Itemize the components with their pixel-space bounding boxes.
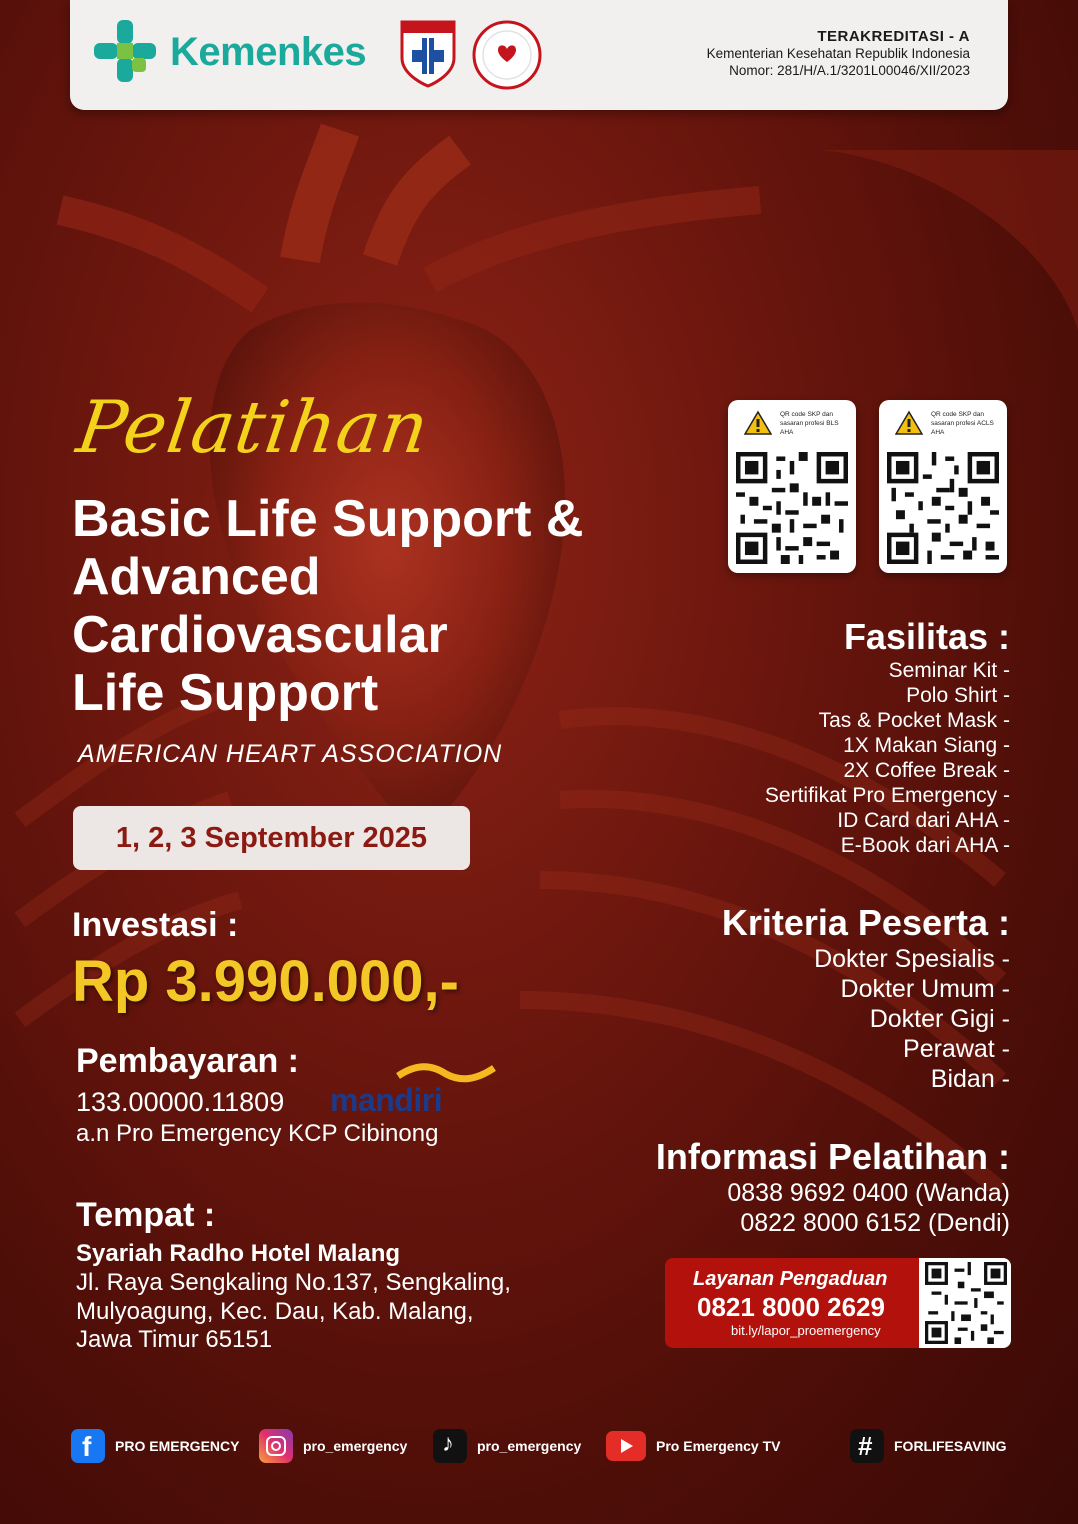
qr-caption: QR code SKP dan sasaran profesi ACLS AHA (931, 411, 994, 436)
facebook-handle: PRO EMERGENCY (115, 1438, 240, 1454)
facilities-heading: Fasilitas : (843, 616, 1010, 657)
course-title-line: Basic Life Support & (72, 490, 584, 548)
venue-label: Tempat : (76, 1196, 216, 1234)
hashtag-link[interactable] (850, 1428, 1007, 1464)
list-item: Sertifikat Pro Emergency - (764, 784, 1010, 807)
venue-address-line: Mulyoagung, Kec. Dau, Kab. Malang, (76, 1297, 474, 1325)
training-date: 1, 2, 3 September 2025 (115, 822, 428, 854)
course-title (72, 490, 672, 722)
payment-label: Pembayaran : (76, 1042, 299, 1080)
hashtag-text: FORLIFESAVING (894, 1438, 1007, 1454)
warning-icon (895, 410, 923, 436)
hashtag-icon: # (850, 1429, 884, 1463)
criteria-section (722, 902, 1010, 1094)
complaint-qr-wrapper (919, 1258, 1011, 1348)
list-item: Tas & Pocket Mask - (818, 709, 1010, 732)
accreditation-block (707, 28, 970, 79)
venue-hotel: Syariah Radho Hotel Malang (76, 1240, 401, 1267)
ministry-name: Kementerian Kesehatan Republik Indonesia (706, 46, 970, 61)
account-holder-name: a.n Pro Emergency KCP Cibinong (76, 1120, 439, 1147)
accreditation-number: Nomor: 281/H/A.1/3201L00046/XII/2023 (729, 63, 970, 78)
instagram-link[interactable] (259, 1428, 407, 1464)
complaint-title: Layanan Pengaduan (693, 1268, 888, 1290)
header-bar (70, 0, 1008, 110)
list-item: Dokter Gigi - (869, 1005, 1010, 1033)
list-item: Polo Shirt - (906, 684, 1010, 707)
list-item: 2X Coffee Break - (843, 759, 1010, 782)
pro-emergency-badge-icon (398, 18, 458, 88)
venue-address-line: Jl. Raya Sengkaling No.137, Sengkaling, (76, 1269, 511, 1296)
list-item: Bidan - (930, 1065, 1010, 1093)
kemenkes-logo-icon (92, 18, 158, 84)
instagram-icon (259, 1429, 293, 1463)
list-item: E-Book dari AHA - (840, 834, 1010, 857)
mandiri-wave-icon (396, 1062, 496, 1084)
qr-code-icon[interactable] (736, 452, 848, 564)
info-heading: Informasi Pelatihan : (655, 1136, 1010, 1177)
course-title-line: Advanced (72, 548, 321, 606)
venue-address-line: Jawa Timur 65151 (76, 1326, 273, 1353)
info-section (656, 1136, 1010, 1238)
tiktok-icon: ♪ (433, 1429, 467, 1463)
list-item: Dokter Umum - (840, 975, 1010, 1003)
facilities-section (765, 616, 1010, 858)
warning-icon (744, 410, 772, 436)
qr-card-bls[interactable] (728, 400, 856, 573)
accreditation-status: TERAKREDITASI - A (817, 28, 970, 45)
qr-caption: QR code SKP dan sasaran profesi BLS AHA (780, 411, 839, 436)
aha-training-center-badge-icon (472, 20, 542, 90)
tiktok-handle: pro_emergency (477, 1438, 582, 1454)
organization-subtitle: AMERICAN HEART ASSOCIATION (78, 740, 503, 768)
criteria-heading: Kriteria Peserta : (721, 902, 1010, 943)
kemenkes-brand-text: Kemenkes (170, 30, 367, 74)
social-footer (0, 1428, 1078, 1468)
complaint-phone[interactable]: 0821 8000 2629 (697, 1292, 885, 1322)
contact-list (656, 1178, 1010, 1238)
script-heading: Pelatihan (72, 385, 435, 469)
qr-card-acls[interactable] (879, 400, 1007, 573)
complaint-link[interactable]: bit.ly/lapor_proemergency (731, 1323, 881, 1338)
date-badge (73, 806, 470, 870)
qr-code-icon[interactable] (925, 1262, 1007, 1344)
youtube-handle: Pro Emergency TV (656, 1438, 781, 1454)
investment-price: Rp 3.990.000,- (72, 949, 459, 1014)
facebook-link[interactable] (71, 1428, 239, 1464)
tiktok-link[interactable] (433, 1428, 581, 1464)
list-item: Dokter Spesialis - (814, 945, 1010, 973)
mandiri-logo (330, 1062, 500, 1117)
bank-account-number: 133.00000.11809 (76, 1087, 285, 1117)
course-title-line: Cardiovascular (72, 606, 448, 664)
investment-label: Investasi : (72, 906, 239, 944)
list-item: 1X Makan Siang - (843, 734, 1010, 757)
criteria-list (722, 944, 1010, 1094)
list-item: ID Card dari AHA - (837, 809, 1010, 832)
list-item: Perawat - (903, 1035, 1010, 1063)
contact-phone[interactable]: 0838 9692 0400 (Wanda) (727, 1179, 1010, 1207)
contact-phone[interactable]: 0822 8000 6152 (Dendi) (740, 1209, 1010, 1237)
facebook-icon: f (71, 1429, 105, 1463)
course-title-line: Life Support (72, 664, 379, 722)
qr-code-icon[interactable] (887, 452, 999, 564)
complaint-service-box (665, 1258, 1011, 1348)
list-item: Seminar Kit - (888, 659, 1010, 682)
youtube-link[interactable] (606, 1428, 781, 1464)
instagram-handle: pro_emergency (303, 1438, 408, 1454)
mandiri-wordmark: mandiri (330, 1082, 443, 1118)
facilities-list (765, 658, 1010, 858)
youtube-icon (606, 1431, 646, 1461)
venue-address (76, 1269, 511, 1355)
